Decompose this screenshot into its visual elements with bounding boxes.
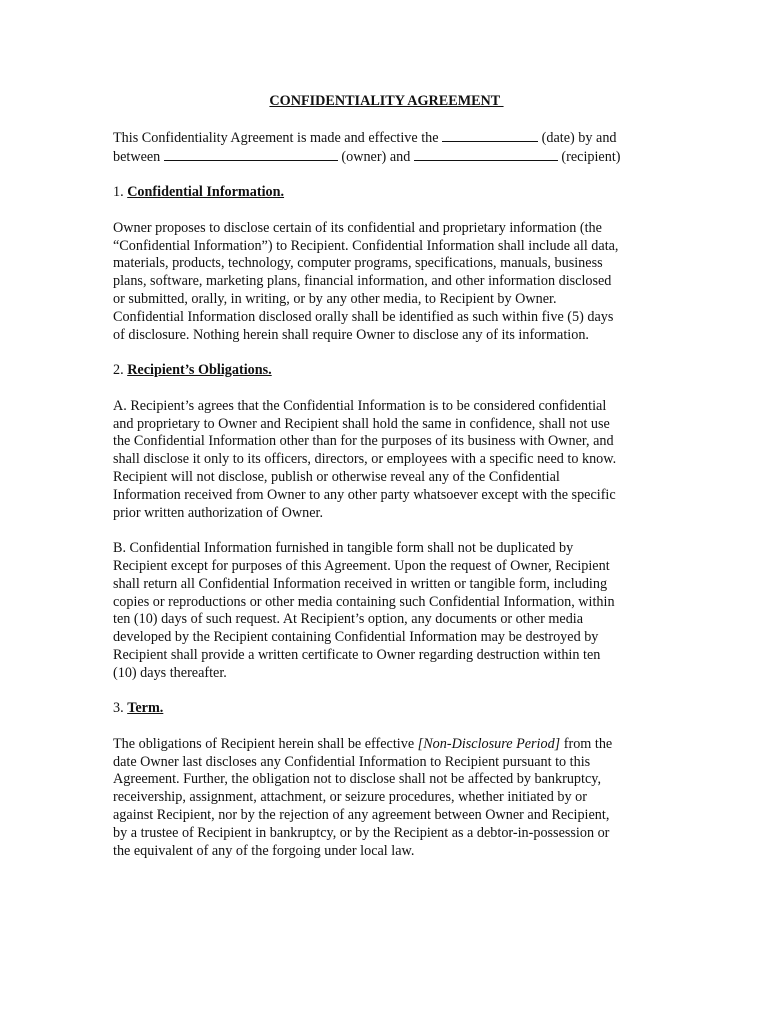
section-2-paragraph-b <box>113 540 668 682</box>
recipient-blank-field[interactable] <box>414 148 558 161</box>
section-2-heading <box>113 362 668 380</box>
section-3-number: 3. <box>113 700 128 717</box>
section-2a-line: Recipient will not disclose, publish or otherwise reveal any of the Confidential <box>113 468 560 485</box>
section-1-title: Confidential Information. <box>127 184 285 201</box>
section-2b-line: ten (10) days of such request. At Recipient’s option, any documents or other media <box>113 611 584 628</box>
intro-line1-before: This Confidentiality Agreement is made and effective the <box>113 129 443 146</box>
intro-line2-middle: (owner) and <box>337 148 414 165</box>
section-2a-line: prior written authorization of Owner. <box>113 504 323 521</box>
section-2b-line: Recipient except for purposes of this Agreement. Upon the request of Owner, Recipient <box>113 557 610 574</box>
document-page <box>113 93 668 878</box>
section-1-line: of disclosure. Nothing herein shall require Owner to disclose any of its information. <box>113 326 589 343</box>
section-1-line: materials, products, technology, computer programs, specifications, manuals, business <box>113 255 603 272</box>
section-2b-line: B. Confidential Information furnished in tangible form shall not be duplicated by <box>113 540 574 557</box>
section-3-line: receivership, assignment, attachment, or seizure procedures, whether initiated by or <box>113 789 587 806</box>
non-disclosure-period-placeholder: [Non-Disclosure Period] <box>417 735 561 752</box>
section-2a-line: the Confidential Information other than for the purposes of its business with Owner, and <box>113 433 614 450</box>
section-3-line1-after: from the <box>560 735 613 752</box>
section-3-line: against Recipient, nor by the rejection of any agreement between Owner and Recipient, <box>113 807 610 824</box>
section-3-line-1 <box>113 736 668 754</box>
section-2a-line: A. Recipient’s agrees that the Confidential Information is to be considered confidential <box>113 397 607 414</box>
section-3-paragraph <box>113 736 668 861</box>
section-3-line: by a trustee of Recipient in bankruptcy, or by the Recipient as a debtor-in-possession or <box>113 824 610 841</box>
section-1-line: plans, software, marketing plans, financial information, and other information disclosed <box>113 273 612 290</box>
section-1-heading <box>113 184 668 202</box>
section-1-line: “Confidential Information”) to Recipient. Confidential Information shall include all data, <box>113 237 619 254</box>
section-2-paragraph-a <box>113 398 668 523</box>
intro-line1-after: (date) by and <box>538 129 617 146</box>
section-1-paragraph <box>113 220 668 345</box>
section-2a-line: shall disclose it only to its officers, directors, or employees with a specific need to know. <box>113 451 617 468</box>
intro-line-2 <box>113 148 668 167</box>
section-2b-line: Recipient shall provide a written certificate to Owner regarding destruction within ten <box>113 646 601 663</box>
section-2b-line: copies or reproductions or other media containing such Confidential Information, within <box>113 593 615 610</box>
section-3-line1-before: The obligations of Recipient herein shall be effective <box>113 735 418 752</box>
intro-line2-after: (recipient) <box>557 148 621 165</box>
section-2-number: 2. <box>113 362 128 379</box>
section-3-line: date Owner last discloses any Confidential Information to Recipient pursuant to this <box>113 753 591 770</box>
section-2a-line: Information received from Owner to any other party whatsoever except with the specific <box>113 486 616 503</box>
section-3-line: the equivalent of any of the forgoing under local law. <box>113 842 415 859</box>
section-2b-line: shall return all Confidential Information received in written or tangible form, including <box>113 575 608 592</box>
section-2a-line: and proprietary to Owner and Recipient shall hold the same in confidence, shall not use <box>113 415 610 432</box>
section-3-title: Term. <box>127 700 164 717</box>
owner-blank-field[interactable] <box>164 148 338 161</box>
section-2b-line: developed by the Recipient containing Confidential Information may be destroyed by <box>113 629 599 646</box>
section-3-line: Agreement. Further, the obligation not to disclose shall not be affected by bankruptcy, <box>113 771 601 788</box>
section-2b-line: (10) days thereafter. <box>113 664 227 681</box>
intro-paragraph <box>113 129 668 167</box>
section-1-line: Owner proposes to disclose certain of its confidential and proprietary information (the <box>113 219 602 236</box>
section-3-heading <box>113 700 668 718</box>
section-1-line: or submitted, orally, in writing, or by any other media, to Recipient by Owner. <box>113 290 557 307</box>
section-1-line: Confidential Information disclosed orally shall be identified as such within five (5) days <box>113 308 614 325</box>
date-blank-field[interactable] <box>442 129 538 142</box>
document-title: CONFIDENTIALITY AGREEMENT <box>269 93 504 109</box>
section-1-number: 1. <box>113 184 128 201</box>
section-2-title: Recipient’s Obligations. <box>127 362 272 379</box>
intro-line2-before: between <box>113 148 164 165</box>
intro-line-1 <box>113 129 668 148</box>
